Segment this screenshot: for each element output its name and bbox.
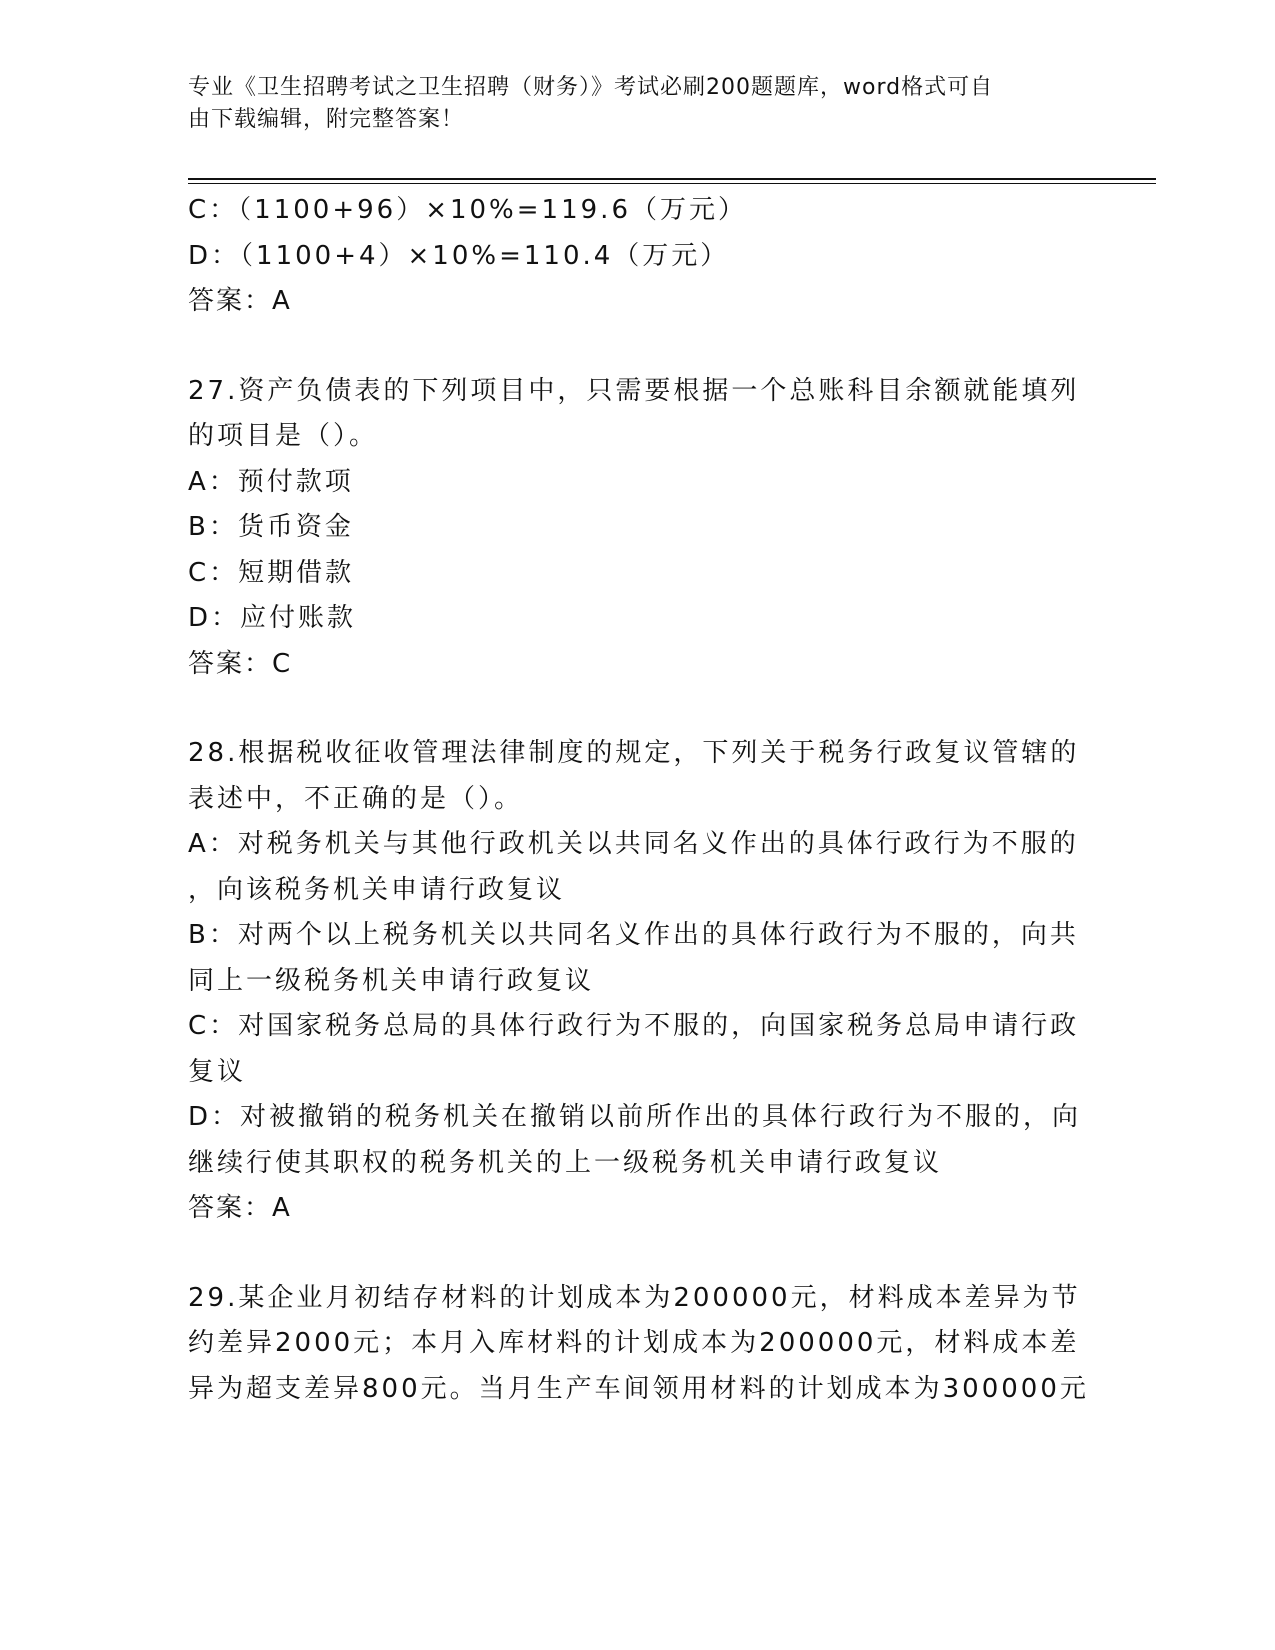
question-stem: 约差异2000元；本月入库材料的计划成本为200000元，材料成本差	[188, 1328, 1080, 1358]
option-a: A：预付款项	[188, 466, 354, 497]
question-29	[188, 1276, 1088, 1413]
answer-line: 答案：A	[188, 1193, 292, 1223]
question-stem: 28.根据税收征收管理法律制度的规定，下列关于税务行政复议管辖的	[188, 738, 1080, 768]
answer-line: 答案：C	[188, 648, 293, 679]
option-b: 同上一级税务机关申请行政复议	[188, 965, 595, 996]
answer-line: 答案：A	[188, 286, 292, 316]
option-c: C：对国家税务总局的具体行政行为不服的，向国家税务总局申请行政	[188, 1011, 1080, 1041]
option-d: 继续行使其职权的税务机关的上一级税务机关申请行政复议	[188, 1147, 943, 1178]
question-stem: 27.资产负债表的下列项目中，只需要根据一个总账科目余额就能填列	[188, 375, 1080, 406]
option-a: ，向该税务机关申请行政复议	[188, 874, 566, 905]
question-stem: 异为超支差异800元。当月生产车间领用材料的计划成本为300000元	[188, 1373, 1089, 1404]
option-c: C：（1100+96）×10%=119.6（万元）	[188, 195, 747, 225]
header-rule-thin	[188, 183, 1156, 184]
header-line-1: 专业《卫生招聘考试之卫生招聘（财务）》考试必刷200题题库，word格式可自	[188, 75, 994, 100]
question-stem: 表述中，不正确的是（）。	[188, 783, 524, 814]
header-line-2: 由下载编辑，附完整答案！	[188, 107, 465, 132]
option-d: D：（1100+4）×10%=110.4（万元）	[188, 240, 730, 271]
question-26-tail	[188, 188, 1088, 325]
option-d: D：对被撤销的税务机关在撤销以前所作出的具体行政行为不服的，向	[188, 1102, 1082, 1132]
question-stem: 的项目是（）。	[188, 421, 379, 451]
header-rule-thick	[188, 178, 1156, 180]
document-header	[188, 72, 1068, 136]
question-stem: 29.某企业月初结存材料的计划成本为200000元，材料成本差异为节	[188, 1282, 1081, 1313]
option-c: C：短期借款	[188, 557, 355, 588]
option-b: B：货币资金	[188, 512, 354, 542]
option-d: D：应付账款	[188, 603, 357, 633]
question-28	[188, 731, 1088, 1232]
question-27	[188, 369, 1088, 688]
option-a: A：对税务机关与其他行政机关以共同名义作出的具体行政行为不服的	[188, 829, 1079, 859]
option-b: B：对两个以上税务机关以共同名义作出的具体行政行为不服的，向共	[188, 920, 1079, 950]
document-body	[188, 188, 1088, 1412]
option-c: 复议	[188, 1056, 247, 1087]
